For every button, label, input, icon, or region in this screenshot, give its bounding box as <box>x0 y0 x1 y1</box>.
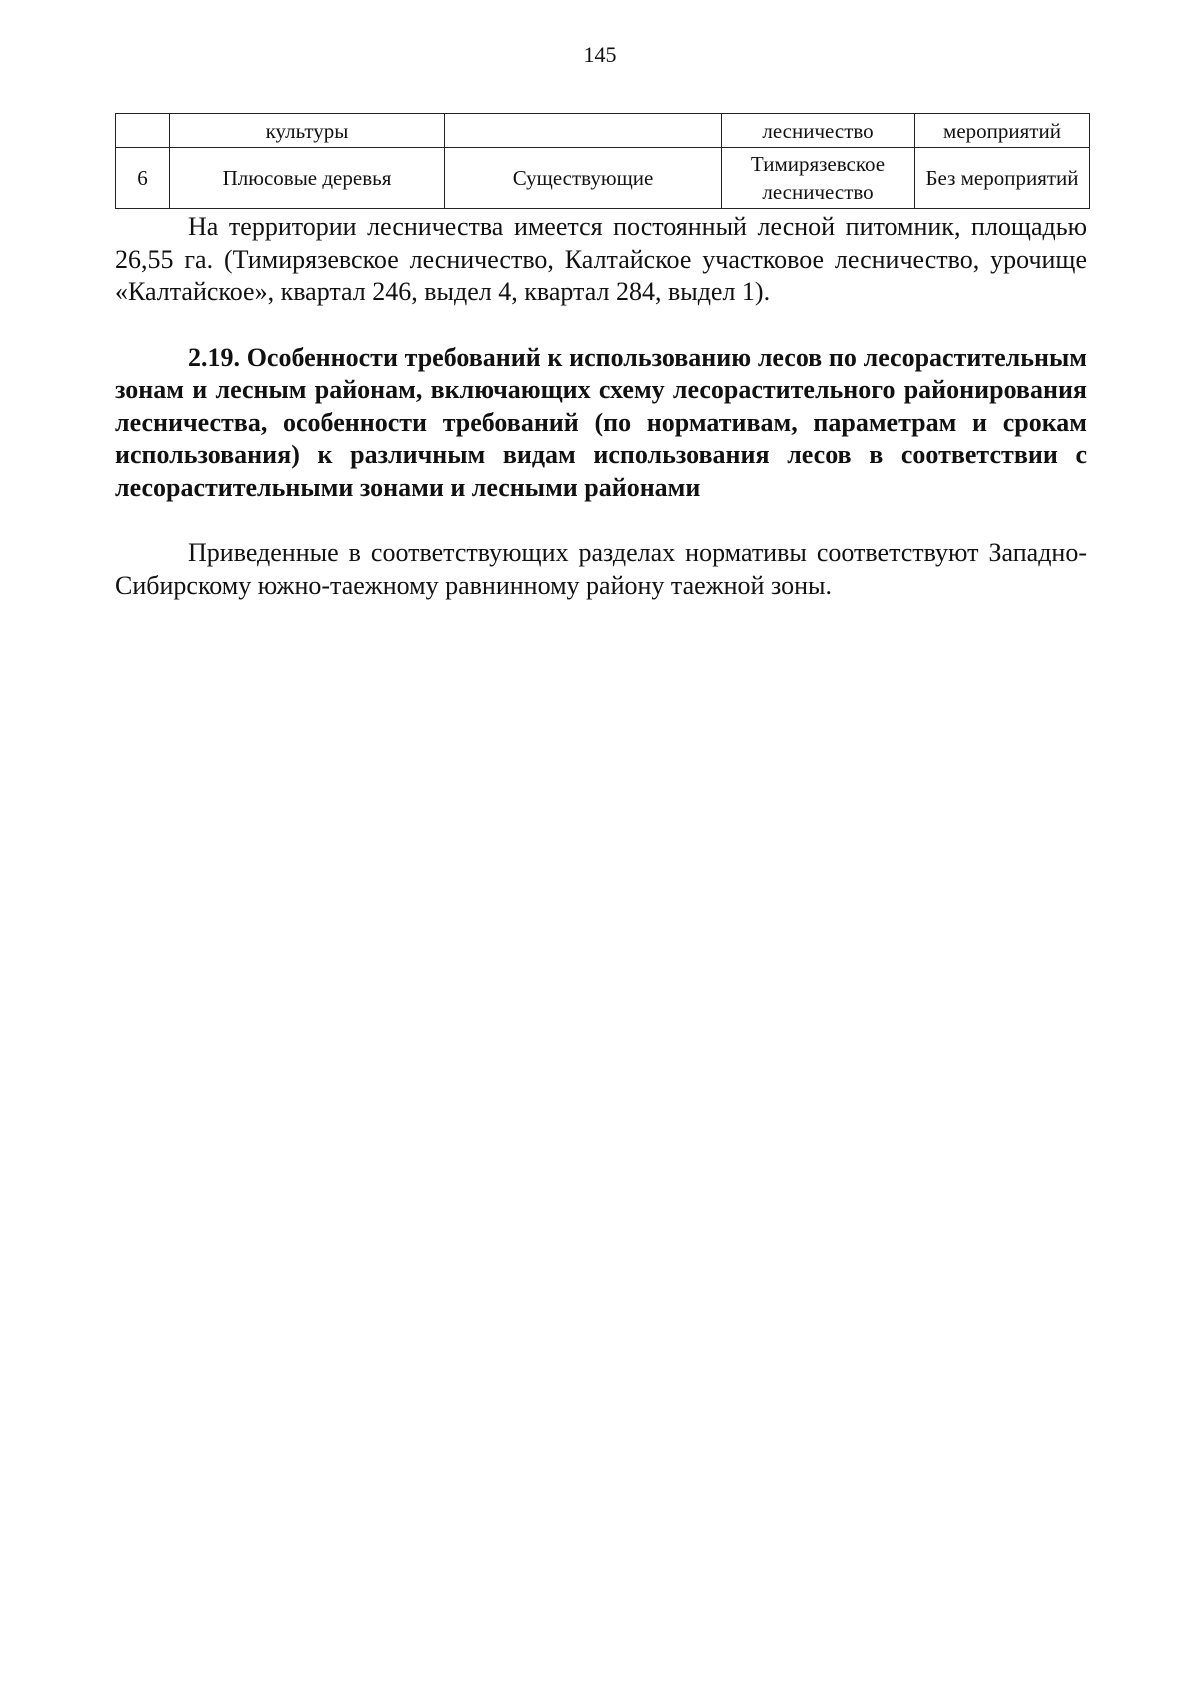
paragraph-nursery: На территории лесничества имеется постоянный лесной питомник, площадью 26,55 га. (Тимирязевское лесничество, Калтайское участковое лесничество, урочище «Калтайское», квартал 246, выдел 4, квартал 284, выдел 1). <box>115 212 1087 306</box>
page-number: 145 <box>583 42 617 67</box>
section-heading: 2.19. Особенности требований к использованию лесов по лесорастительным зонам и лесным районам, включающих схему лесорастительного районирования лесничества, особенности требований (по нормативам, параметрам и срокам использования) к различным видам использования лесов в соответствии с лесорастительными зонами и лесными районами <box>115 342 1087 502</box>
table-cell: Существующие <box>445 148 722 209</box>
paragraph-norms: Приведенные в соответствующих разделах нормативы соответствуют Западно-Сибирскому южно-таежному равнинному району таежной зоны. <box>115 538 1087 600</box>
table-cell: 6 <box>116 148 170 209</box>
table-cell: Тимирязевское лесничество <box>722 148 915 209</box>
table-cell: Без мероприятий <box>915 148 1090 209</box>
table-row <box>116 148 1090 209</box>
document-body <box>115 113 1087 602</box>
table-cell <box>116 114 170 148</box>
table-cell: лесничество <box>722 114 915 148</box>
table-row <box>116 114 1090 148</box>
table-cell: Плюсовые деревья <box>170 148 445 209</box>
table-cell: мероприятий <box>915 114 1090 148</box>
table-cell: культуры <box>170 114 445 148</box>
data-table <box>115 113 1090 209</box>
table-cell <box>445 114 722 148</box>
